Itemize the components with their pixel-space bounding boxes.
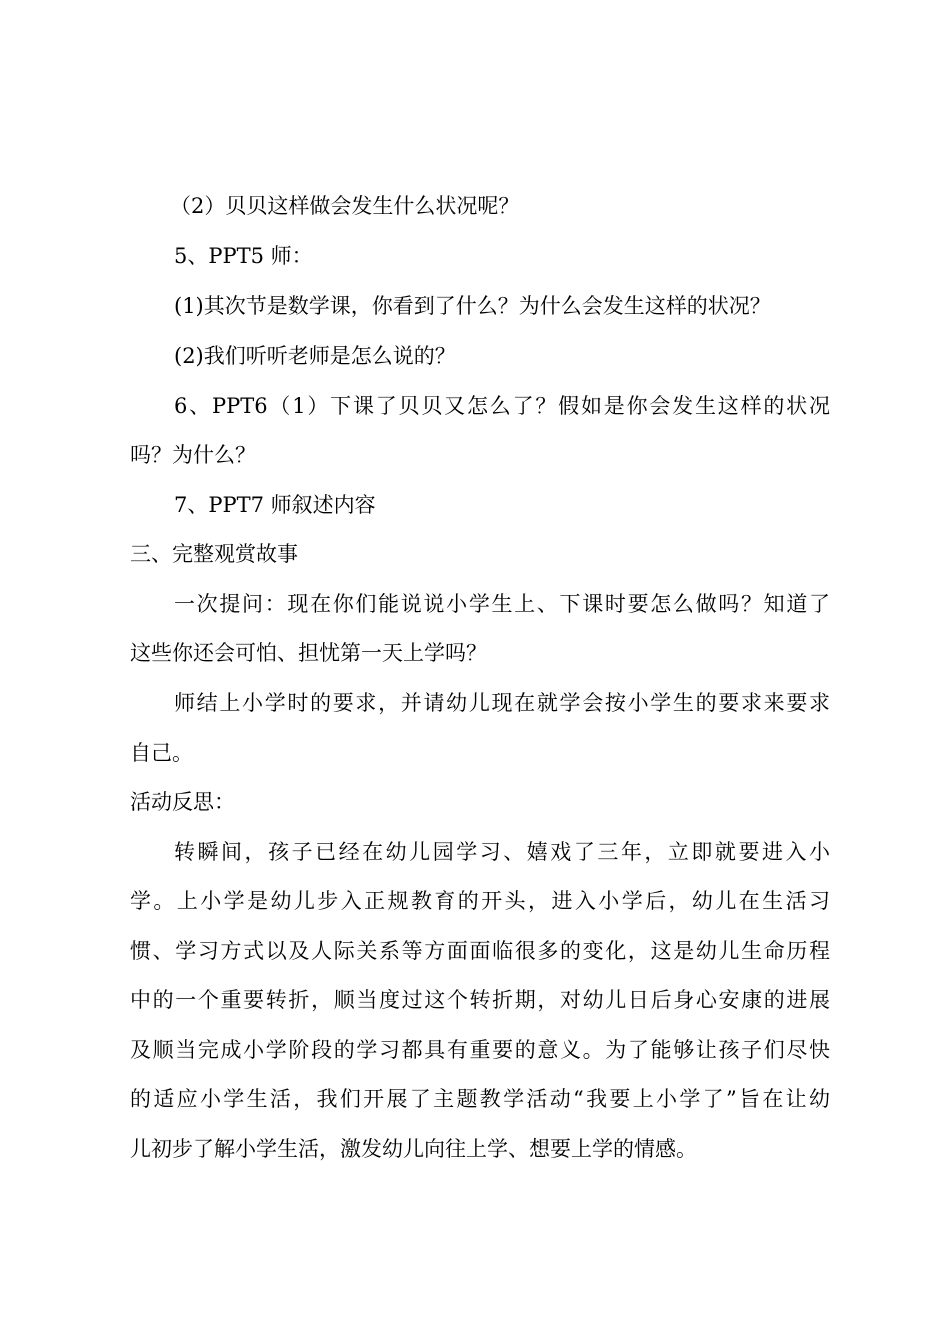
- text-line-12: 自己。: [130, 741, 193, 765]
- text-line-11: 师结上小学时的要求，并请幼儿现在就学会按小学生的要求来要求: [174, 691, 830, 715]
- text-line-5: 6、PPT6（1）下课了贝贝又怎么了？假如是你会发生这样的状况: [174, 394, 830, 418]
- text-line-10: 这些你还会可怕、担忧第一天上学吗？: [130, 641, 487, 665]
- text-line-14: 转瞬间，孩子已经在幼儿园学习、嬉戏了三年，立即就要进入小: [174, 840, 830, 864]
- text-line-17: 中的一个重要转折，顺当度过这个转折期，对幼儿日后身心安康的进展: [130, 988, 830, 1012]
- text-line-6: 吗？为什么？: [130, 443, 256, 467]
- reflection-heading: 活动反思：: [130, 790, 235, 814]
- text-line-18: 及顺当完成小学阶段的学习都具有重要的意义。为了能够让孩子们尽快: [130, 1038, 830, 1062]
- text-line-7: 7、PPT7 师叙述内容: [174, 493, 376, 517]
- text-line-15: 学。上小学是幼儿步入正规教育的开头，进入小学后，幼儿在生活习: [130, 889, 830, 913]
- text-line-16: 惯、学习方式以及人际关系等方面面临很多的变化，这是幼儿生命历程: [130, 939, 830, 963]
- text-line-4: (2)我们听听老师是怎么说的？: [174, 344, 456, 368]
- text-line-3: (1)其次节是数学课，你看到了什么？为什么会发生这样的状况？: [174, 294, 771, 318]
- text-line-19: 的适应小学生活，我们开展了主题教学活动“我要上小学了”旨在让幼: [130, 1087, 830, 1111]
- text-line-2: 5、PPT5 师：: [174, 244, 313, 268]
- text-line-9: 一次提问：现在你们能说说小学生上、下课时要怎么做吗？知道了: [174, 592, 830, 616]
- section-heading: 三、完整观赏故事: [130, 542, 298, 566]
- text-line-20: 儿初步了解小学生活，激发幼儿向往上学、想要上学的情感。: [130, 1137, 697, 1161]
- text-line-1: （2）贝贝这样做会发生什么状况呢？: [170, 194, 520, 218]
